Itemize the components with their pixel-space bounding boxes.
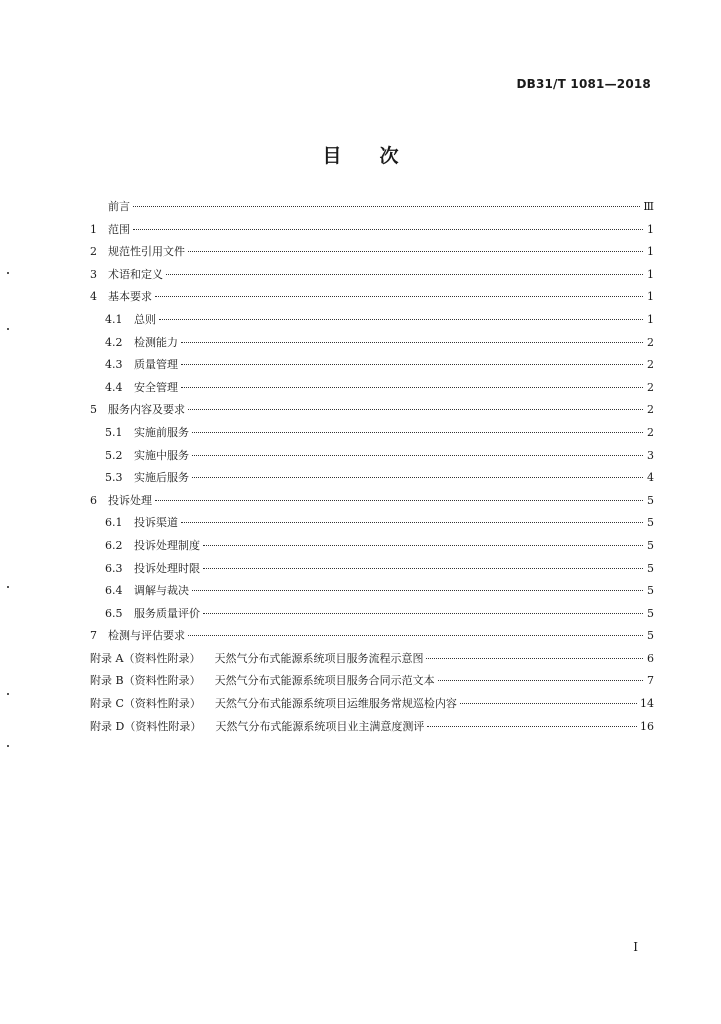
toc-entry[interactable] bbox=[90, 650, 654, 673]
toc-entry-label: 服务质量评价 bbox=[134, 606, 200, 620]
toc-entry[interactable] bbox=[90, 379, 654, 402]
toc-entry-label: 投诉处理时限 bbox=[134, 561, 200, 575]
toc-entry-number: 附录 C（资料性附录） bbox=[90, 697, 201, 711]
toc-entry[interactable] bbox=[90, 514, 654, 537]
toc-entry-label: 总则 bbox=[134, 312, 156, 326]
toc-entry-number: 4.1 bbox=[105, 312, 123, 326]
toc-entry-number: 4 bbox=[90, 290, 97, 304]
toc-entry-page: 2 bbox=[647, 380, 654, 394]
toc-entry-label: 投诉处理制度 bbox=[134, 538, 200, 552]
toc-leader-dots bbox=[181, 342, 643, 343]
toc-leader-dots bbox=[155, 296, 643, 297]
toc-entry-page: 5 bbox=[647, 584, 654, 598]
toc-leader-dots bbox=[181, 387, 643, 388]
toc-entry[interactable] bbox=[90, 718, 654, 741]
scan-speck bbox=[7, 586, 9, 588]
toc-entry-number: 3 bbox=[90, 267, 97, 281]
toc-entry-label: 检测与评估要求 bbox=[108, 629, 185, 643]
toc-entry-label: 检测能力 bbox=[134, 335, 178, 349]
toc-entry-number: 6 bbox=[90, 493, 97, 507]
toc-entry-number: 5.2 bbox=[105, 448, 123, 462]
toc-entry-page: 2 bbox=[647, 358, 654, 372]
toc-leader-dots bbox=[203, 568, 643, 569]
toc-entry-label: 天然气分布式能源系统项目业主满意度测评 bbox=[215, 719, 425, 733]
toc-leader-dots bbox=[192, 432, 643, 433]
toc-leader-dots bbox=[159, 319, 643, 320]
toc-entry-number: 附录 A（资料性附录） bbox=[90, 651, 201, 665]
toc-leader-dots bbox=[133, 229, 643, 230]
toc-leader-dots bbox=[188, 409, 643, 410]
toc-entry-page: 1 bbox=[647, 312, 654, 326]
toc-entry[interactable] bbox=[90, 356, 654, 379]
toc-entry[interactable] bbox=[90, 334, 654, 357]
toc-entry-label: 调解与裁决 bbox=[134, 584, 189, 598]
toc-leader-dots bbox=[203, 545, 643, 546]
toc-entry[interactable] bbox=[90, 605, 654, 628]
toc-entry-number: 2 bbox=[90, 245, 97, 259]
toc-entry-number: 6.2 bbox=[105, 538, 123, 552]
toc-entry[interactable] bbox=[90, 695, 654, 718]
toc-entry[interactable] bbox=[90, 198, 654, 221]
toc-entry[interactable] bbox=[90, 492, 654, 515]
scan-speck bbox=[7, 693, 9, 695]
toc-leader-dots bbox=[427, 726, 637, 727]
toc-entry-number: 6.3 bbox=[105, 561, 123, 575]
table-of-contents bbox=[90, 198, 654, 740]
toc-entry-number: 4.3 bbox=[105, 358, 123, 372]
toc-entry-label: 投诉处理 bbox=[108, 493, 152, 507]
toc-entry-label: 术语和定义 bbox=[108, 267, 163, 281]
toc-leader-dots bbox=[203, 613, 643, 614]
toc-entry-page: 5 bbox=[647, 561, 654, 575]
toc-entry-page: 5 bbox=[647, 538, 654, 552]
toc-leader-dots bbox=[181, 364, 643, 365]
toc-entry[interactable] bbox=[90, 266, 654, 289]
toc-leader-dots bbox=[460, 703, 637, 704]
toc-entry[interactable] bbox=[90, 311, 654, 334]
toc-entry[interactable] bbox=[90, 537, 654, 560]
toc-entry-page: 7 bbox=[647, 674, 654, 688]
scan-speck bbox=[7, 328, 9, 330]
toc-entry-page: 1 bbox=[647, 222, 654, 236]
toc-leader-dots bbox=[188, 635, 643, 636]
toc-entry-label: 天然气分布式能源系统项目服务合同示范文本 bbox=[214, 674, 435, 688]
toc-entry-page: 5 bbox=[647, 493, 654, 507]
toc-entry[interactable] bbox=[90, 221, 654, 244]
toc-entry[interactable] bbox=[90, 424, 654, 447]
toc-entry-label: 质量管理 bbox=[134, 358, 178, 372]
toc-entry-number: 5.1 bbox=[105, 425, 123, 439]
toc-entry-number: 5 bbox=[90, 403, 97, 417]
toc-entry[interactable] bbox=[90, 401, 654, 424]
toc-leader-dots bbox=[155, 500, 643, 501]
toc-entry-label: 实施后服务 bbox=[134, 471, 189, 485]
toc-entry[interactable] bbox=[90, 447, 654, 470]
toc-leader-dots bbox=[192, 477, 643, 478]
toc-leader-dots bbox=[188, 251, 643, 252]
toc-entry[interactable] bbox=[90, 672, 654, 695]
toc-entry-number: 附录 B（资料性附录） bbox=[90, 674, 201, 688]
document-id: DB31/T 1081—2018 bbox=[516, 77, 651, 91]
toc-entry-page: 5 bbox=[647, 516, 654, 530]
toc-entry-page: 5 bbox=[647, 606, 654, 620]
toc-entry-page: 1 bbox=[647, 245, 654, 259]
toc-entry-label: 服务内容及要求 bbox=[108, 403, 185, 417]
toc-leader-dots bbox=[133, 206, 640, 207]
toc-entry-number: 6.4 bbox=[105, 584, 123, 598]
toc-entry[interactable] bbox=[90, 243, 654, 266]
toc-entry[interactable] bbox=[90, 560, 654, 583]
toc-entry-label: 前言 bbox=[108, 200, 130, 213]
toc-entry[interactable] bbox=[90, 627, 654, 650]
toc-entry-label: 天然气分布式能源系统项目运维服务常规巡检内容 bbox=[214, 697, 457, 711]
toc-entry-page: 2 bbox=[647, 403, 654, 417]
toc-entry-number: 6.1 bbox=[105, 516, 123, 530]
toc-entry-number: 4.4 bbox=[105, 380, 123, 394]
toc-entry-page: 1 bbox=[647, 267, 654, 281]
toc-entry-label: 天然气分布式能源系统项目服务流程示意图 bbox=[214, 651, 424, 665]
toc-entry-page: 16 bbox=[640, 719, 654, 733]
toc-entry-label: 投诉渠道 bbox=[134, 516, 178, 530]
toc-entry-label: 实施中服务 bbox=[134, 448, 189, 462]
toc-entry[interactable] bbox=[90, 288, 654, 311]
toc-entry-label: 范围 bbox=[108, 222, 130, 236]
toc-entry[interactable] bbox=[90, 582, 654, 605]
scan-speck bbox=[7, 745, 9, 747]
toc-leader-dots bbox=[438, 680, 643, 681]
toc-entry-page: 5 bbox=[647, 629, 654, 643]
toc-entry-page: 4 bbox=[647, 471, 654, 485]
toc-entry-number: 4.2 bbox=[105, 335, 123, 349]
toc-entry-number: 7 bbox=[90, 629, 97, 643]
toc-entry-label: 安全管理 bbox=[134, 380, 178, 394]
toc-leader-dots bbox=[181, 522, 643, 523]
toc-entry-page: 14 bbox=[640, 697, 654, 711]
toc-leader-dots bbox=[192, 590, 643, 591]
toc-entry-label: 规范性引用文件 bbox=[108, 245, 185, 259]
toc-entry-label: 基本要求 bbox=[108, 290, 152, 304]
scan-speck bbox=[7, 272, 9, 274]
page-number: I bbox=[633, 940, 638, 954]
toc-leader-dots bbox=[166, 274, 643, 275]
toc-entry-page: Ⅲ bbox=[643, 200, 654, 213]
toc-leader-dots bbox=[192, 455, 643, 456]
toc-leader-dots bbox=[426, 658, 643, 659]
toc-entry-number: 5.3 bbox=[105, 471, 123, 485]
page-title: 目次 bbox=[322, 145, 437, 167]
toc-entry-page: 3 bbox=[647, 448, 654, 462]
toc-entry-number: 附录 D（资料性附录） bbox=[90, 719, 202, 733]
toc-entry-page: 6 bbox=[647, 651, 654, 665]
toc-entry-number: 6.5 bbox=[105, 606, 123, 620]
toc-entry-page: 1 bbox=[647, 290, 654, 304]
toc-entry-label: 实施前服务 bbox=[134, 425, 189, 439]
toc-entry-page: 2 bbox=[647, 335, 654, 349]
toc-entry-number: 1 bbox=[90, 222, 97, 236]
toc-entry-page: 2 bbox=[647, 425, 654, 439]
toc-entry[interactable] bbox=[90, 469, 654, 492]
